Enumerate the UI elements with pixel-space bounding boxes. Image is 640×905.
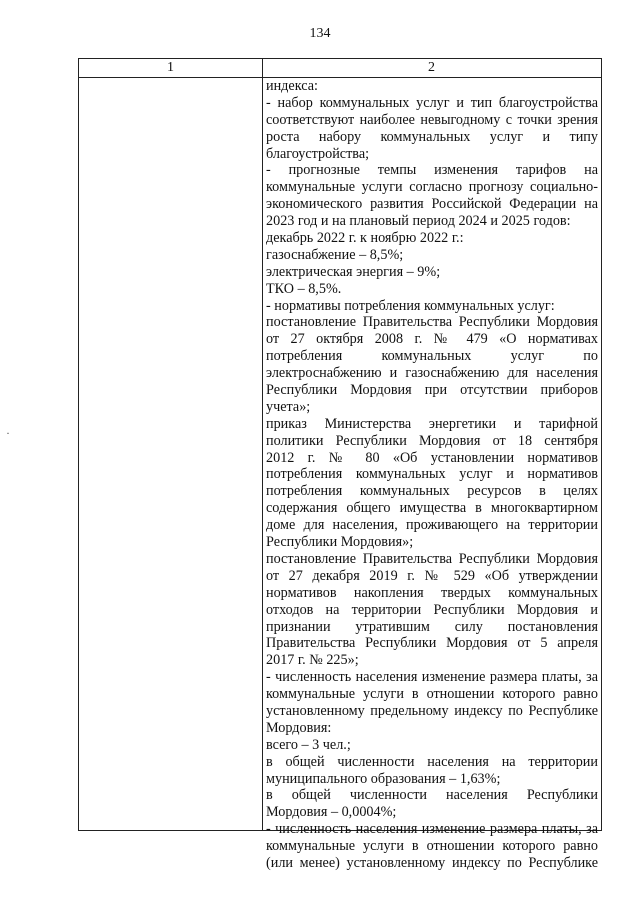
text-line: в общей численности населения Республики <box>266 787 598 804</box>
text-line: - прогнозные темпы изменения тарифов на <box>266 162 598 179</box>
text-line: коммунальные услуги в отношении которого равно <box>266 838 598 855</box>
text-line: - нормативы потребления коммунальных услуг: <box>266 297 555 314</box>
text-line: роста набору коммунальных услуг и типу <box>266 128 598 145</box>
text-line: Мордовия: <box>266 719 332 736</box>
margin-mark: · <box>6 426 10 440</box>
text-line: Республики Мордовия при отсутствии приборов <box>266 382 598 399</box>
text-line: экономического развития Российской Федерации на <box>266 196 598 213</box>
text-line: учета»; <box>266 398 311 415</box>
text-line: индекса: <box>266 78 318 94</box>
table-cell-column-2 <box>266 78 598 872</box>
text-line: коммунальные услуги в отношении которого равно <box>266 686 598 703</box>
text-line: 2017 г. № 225»; <box>266 652 359 669</box>
text-line: 2023 год и на плановый период 2024 и 2025 годов: <box>266 213 571 230</box>
document-table <box>78 58 602 871</box>
text-line: потребления коммунальных услуг по <box>266 348 598 365</box>
text-line: газоснабжение – 8,5%; <box>266 246 404 263</box>
text-line: электрическая энергия – 9%; <box>266 263 441 280</box>
text-line: нормативов накопления твердых коммунальных <box>266 584 598 601</box>
text-line: Республики Мордовия»; <box>266 534 414 551</box>
text-line: политики Республики Мордовия от 18 сентября <box>266 432 598 449</box>
text-line: Мордовия – 0,0004%; <box>266 804 397 821</box>
text-line: отходов на территории Республики Мордовия и <box>266 601 598 618</box>
text-line: от 27 октября 2008 г. № 479 «О нормативах <box>266 331 598 348</box>
text-line: потребления коммунальных ресурсов в целях <box>266 483 598 500</box>
text-line: содержания общего имущества в многоквартирном <box>266 500 598 517</box>
text-line: муниципального образования – 1,63%; <box>266 770 501 787</box>
text-line: постановление Правительства Республики Мордовия <box>266 314 598 331</box>
text-line: приказ Министерства энергетики и тарифной <box>266 415 598 432</box>
text-line: ТКО – 8,5%. <box>266 280 342 297</box>
text-line: от 27 декабря 2019 г. № 529 «Об утверждении <box>266 567 598 584</box>
text-line: соответствуют наиболее невыгодному с точки зрения <box>266 111 598 128</box>
text-line: всего – 3 чел.; <box>266 736 351 753</box>
text-line: - набор коммунальных услуг и тип благоустройства <box>266 94 598 111</box>
table-header-row <box>79 59 601 78</box>
text-line: - численность населения изменение размера платы, за <box>266 821 598 838</box>
text-line: коммунальные услуги согласно прогнозу социально- <box>266 179 598 196</box>
column-divider <box>262 59 263 830</box>
text-line: признании утратившим силу постановления <box>266 618 598 635</box>
column-header-2: 2 <box>428 60 435 75</box>
text-line: постановление Правительства Республики Мордовия <box>266 550 598 567</box>
text-line: потребления коммунальных услуг и нормативов <box>266 466 598 483</box>
text-line: Правительства Республики Мордовия от 5 апреля <box>266 635 598 652</box>
text-line: благоустройства; <box>266 145 370 162</box>
text-line: электроснабжению и газоснабжению для населения <box>266 365 598 382</box>
text-line: установленному предельному индексу по Республике <box>266 702 598 719</box>
text-line: доме для населения, проживающего на территории <box>266 517 598 534</box>
text-line: декабрь 2022 г. к ноябрю 2022 г.: <box>266 230 464 247</box>
text-line: - численность населения изменение размера платы, за <box>266 669 598 686</box>
column-header-1: 1 <box>167 60 174 75</box>
text-line: в общей численности населения на территории <box>266 753 598 770</box>
page-number: 134 <box>309 26 331 41</box>
text-line: (или менее) установленному индексу по Республике <box>266 854 598 871</box>
text-line: 2012 г. № 80 «Об установлении нормативов <box>266 449 598 466</box>
